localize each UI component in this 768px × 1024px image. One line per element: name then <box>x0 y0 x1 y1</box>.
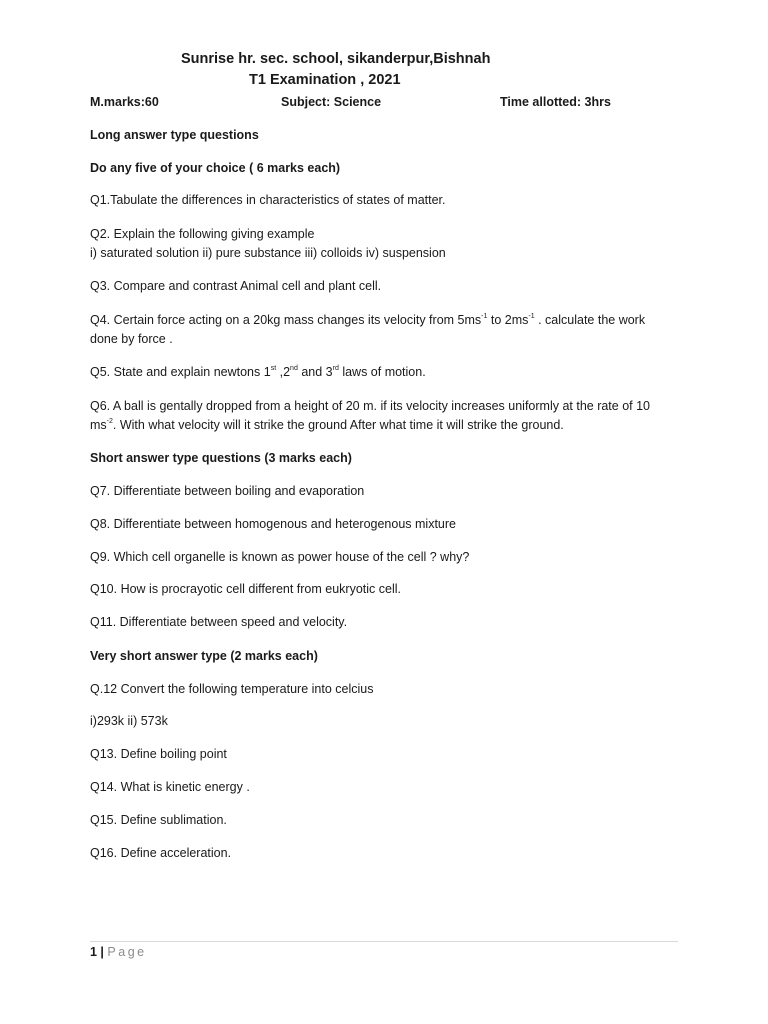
section-heading-very-short: Very short answer type (2 marks each) <box>90 649 318 663</box>
page-label: Page <box>107 945 147 959</box>
question-4-line-2: done by force . <box>90 332 173 346</box>
question-12-line-2: i)293k ii) 573k <box>90 714 168 728</box>
exam-title: T1 Examination , 2021 <box>249 72 401 88</box>
question-10: Q10. How is procrayotic cell different from eukryotic cell. <box>90 582 401 596</box>
q5-superscript-3: rd <box>332 364 339 372</box>
question-8: Q8. Differentiate between homogenous and heterogenous mixture <box>90 517 456 531</box>
q6-text-b: . With what velocity will it strike the ground After what time it will strike the ground. <box>112 418 564 432</box>
section-heading-short: Short answer type questions (3 marks each) <box>90 451 352 465</box>
section-heading-long: Long answer type questions <box>90 128 259 142</box>
question-16: Q16. Define acceleration. <box>90 846 232 860</box>
q5-text-d: laws of motion. <box>338 365 426 379</box>
q4-text-b: to 2ms <box>487 313 529 327</box>
q4-text-c: . calculate the work <box>534 313 646 327</box>
question-1: Q1.Tabulate the differences in characteristics of states of matter. <box>90 193 446 207</box>
q6-superscript: -2 <box>106 417 113 425</box>
question-4-line-1 <box>90 313 645 327</box>
section-instruction: Do any five of your choice ( 6 marks each) <box>90 161 341 175</box>
question-7: Q7. Differentiate between boiling and evaporation <box>90 484 365 498</box>
q4-superscript-2: -1 <box>528 312 535 320</box>
footer-divider <box>90 941 678 942</box>
page-footer <box>90 945 147 959</box>
question-12-line-1: Q.12 Convert the following temperature into celcius <box>90 682 374 696</box>
max-marks: M.marks:60 <box>90 95 159 109</box>
school-name: Sunrise hr. sec. school, sikanderpur,Bishnah <box>181 51 491 67</box>
question-14: Q14. What is kinetic energy . <box>90 780 250 794</box>
q5-superscript-1: st <box>270 364 277 372</box>
page-number: 1 <box>90 945 97 959</box>
footer-separator: | <box>96 945 108 959</box>
q5-text-c: and 3 <box>297 365 333 379</box>
q5-text-a: Q5. State and explain newtons 1 <box>90 365 271 379</box>
question-2-line-2: i) saturated solution ii) pure substance iii) colloids iv) suspension <box>90 246 446 260</box>
question-9: Q9. Which cell organelle is known as power house of the cell ? why? <box>90 550 470 564</box>
question-3: Q3. Compare and contrast Animal cell and plant cell. <box>90 279 382 293</box>
question-6-line-1: Q6. A ball is gentally dropped from a height of 20 m. if its velocity increases uniformly at the rate of 10 <box>90 399 651 413</box>
question-15: Q15. Define sublimation. <box>90 813 227 827</box>
question-2-line-1: Q2. Explain the following giving example <box>90 227 315 241</box>
question-11: Q11. Differentiate between speed and velocity. <box>90 615 348 629</box>
q5-text-b: ,2 <box>276 365 291 379</box>
time-allotted: Time allotted: 3hrs <box>500 95 611 109</box>
q4-text-a: Q4. Certain force acting on a 20kg mass changes its velocity from 5ms <box>90 313 482 327</box>
question-6-line-2 <box>90 418 564 432</box>
subject: Subject: Science <box>281 95 382 109</box>
q6-text-a: ms <box>90 418 107 432</box>
q4-superscript-1: -1 <box>481 312 488 320</box>
q5-superscript-2: nd <box>290 364 298 372</box>
question-5 <box>90 365 426 379</box>
question-13: Q13. Define boiling point <box>90 747 227 761</box>
